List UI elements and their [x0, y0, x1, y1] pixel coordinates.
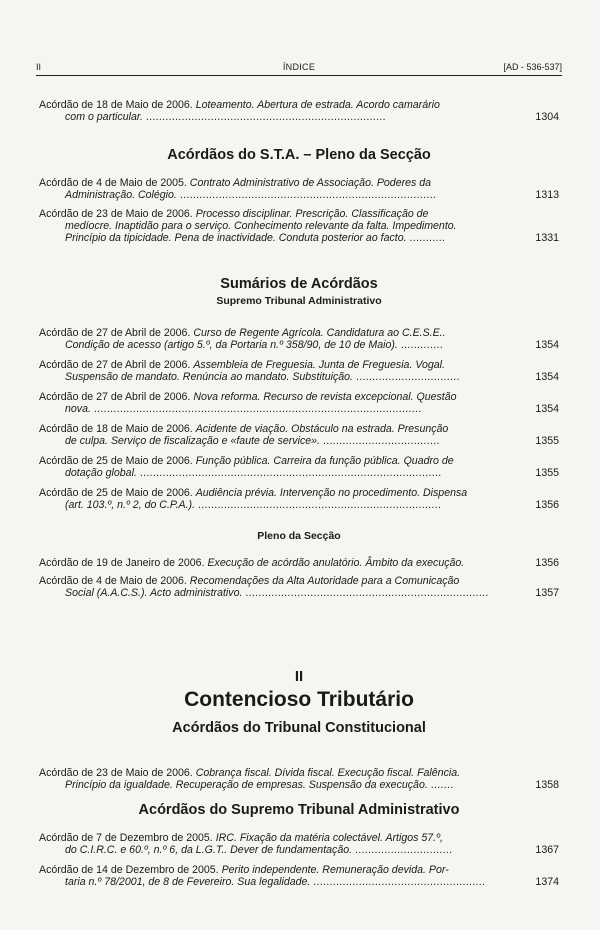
header-volume: II	[36, 62, 42, 72]
index-entry: Acórdão de 18 de Maio de 2006. Acidente de viação. Obstáculo na estrada. Presunção de culpa. Serviço de fiscalização e «faute de service». .................................... 1355	[39, 423, 559, 448]
index-entry: Acórdão de 18 de Maio de 2006. Loteamento. Abertura de estrada. Acordo camarário com o particular. .......................................................................... 1304	[39, 99, 559, 124]
entry-date: Acórdão de 18 de Maio de 2006.	[39, 423, 193, 435]
entry-page: 1354	[535, 403, 559, 416]
part-title: Contencioso Tributário	[184, 688, 414, 711]
entry-subject: Função pública. Carreira da função pública. Quadro de	[195, 455, 454, 467]
entry-subject: Execução de acórdão anulatório. Âmbito da execução.	[207, 557, 465, 569]
entry-page: 1357	[535, 587, 559, 600]
entry-date: Acórdão de 14 de Dezembro de 2005.	[39, 864, 219, 876]
entry-subject: Audiência prévia. Intervenção no procedimento. Dispensa	[195, 487, 468, 499]
entry-date: Acórdão de 4 de Maio de 2006.	[39, 575, 187, 587]
index-entry: Acórdão de 14 de Dezembro de 2005. Perito independente. Remuneração devida. Por- taria n.º 78/2001, de 8 de Fevereiro. Sua legalidade. ..................................................... 1374	[39, 864, 559, 889]
section-heading: Acórdãos do Supremo Tribunal Administrativo	[138, 802, 460, 818]
index-entry: Acórdão de 23 de Maio de 2006. Processo disciplinar. Prescrição. Classificação de medíocre. Inaptidão para o serviço. Conhecimento relevante da falta. Impedimento. Princípio da tipicidade. Pena de inactividade. Conduta posterior ao facto. ........... 1331	[39, 208, 559, 245]
entry-page: 1367	[535, 844, 559, 857]
entry-subject: Curso de Regente Agrícola. Candidatura ao C.E.S.E..	[193, 327, 446, 339]
index-entry: Acórdão de 25 de Maio de 2006. Audiência prévia. Intervenção no procedimento. Dispensa (art. 103.º, n.º 2, do C.P.A.). ........................................................................... 1356	[39, 487, 559, 512]
entry-date: Acórdão de 27 de Abril de 2006.	[39, 391, 191, 403]
entry-subject-cont: Social (A.A.C.S.). Acto administrativo.	[65, 587, 243, 600]
section-heading: Acórdãos do S.T.A. – Pleno da Secção	[167, 147, 431, 163]
entry-subject: IRC. Fixação da matéria colectável. Artigos 57.º,	[215, 832, 443, 844]
entry-subject-cont: (art. 103.º, n.º 2, do C.P.A.).	[65, 499, 196, 512]
entry-date: Acórdão de 7 de Dezembro de 2005.	[39, 832, 213, 844]
index-entry	[39, 557, 559, 569]
entry-subject-cont: Princípio da tipicidade. Pena de inactividade. Conduta posterior ao facto.	[65, 232, 407, 245]
entry-subject: Recomendações da Alta Autoridade para a Comunicação	[189, 575, 460, 587]
entry-page: 1358	[535, 779, 559, 792]
entry-page: 1331	[535, 232, 559, 245]
index-entry: Acórdão de 7 de Dezembro de 2005. IRC. Fixação da matéria colectável. Artigos 57.º, do C.I.R.C. e 60.º, n.º 6, da L.G.T.. Dever de fundamentação. .............................. 1367	[39, 832, 559, 857]
entry-subject: Assembleia de Freguesia. Junta de Freguesia. Vogal.	[193, 359, 445, 371]
entry-subject: Contrato Administrativo de Associação. Poderes da	[189, 177, 432, 189]
entry-subject-cont: Administração. Colégio.	[65, 189, 177, 202]
entry-subject-cont: Condição de acesso (artigo 5.º, da Portaria n.º 358/90, de 10 de Maio).	[65, 339, 398, 352]
page-header	[36, 61, 562, 76]
header-title: ÍNDICE	[282, 62, 316, 72]
entry-page: 1304	[535, 111, 559, 124]
entry-page: 1355	[535, 435, 559, 448]
entry-date: Acórdão de 25 de Maio de 2006.	[39, 487, 193, 499]
entry-subject-cont: do C.I.R.C. e 60.º, n.º 6, da L.G.T.. Dever de fundamentação.	[65, 844, 353, 857]
index-entry: Acórdão de 23 de Maio de 2006. Cobrança fiscal. Dívida fiscal. Execução fiscal. Falência. Princípio da igualdade. Recuperação de empresas. Suspensão da execução. ....... 1358	[39, 767, 559, 792]
entry-date: Acórdão de 18 de Maio de 2006.	[39, 99, 193, 111]
entry-subject-cont: com o particular.	[65, 111, 143, 124]
index-entry: Acórdão de 27 de Abril de 2006. Nova reforma. Recurso de revista excepcional. Questão nova. ..................................................................................................... 1354	[39, 391, 559, 416]
entry-date: Acórdão de 27 de Abril de 2006.	[39, 327, 191, 339]
section-subheading: Pleno da Secção	[257, 530, 341, 542]
entry-subject: Processo disciplinar. Prescrição. Classificação de	[195, 208, 429, 220]
index-entry: Acórdão de 27 de Abril de 2006. Assembleia de Freguesia. Junta de Freguesia. Vogal. Suspensão de mandato. Renúncia ao mandato. Substituição. ................................ 1354	[39, 359, 559, 384]
section-heading: Sumários de Acórdãos	[220, 276, 378, 292]
entry-page: 1354	[535, 371, 559, 384]
entry-page: 1313	[535, 189, 559, 202]
entry-page: 1354	[535, 339, 559, 352]
part-number: II	[294, 668, 304, 685]
entry-subject-cont: de culpa. Serviço de fiscalização e «faute de service».	[65, 435, 320, 448]
entry-date: Acórdão de 19 de Janeiro de 2006.	[39, 557, 205, 569]
index-entry: Acórdão de 4 de Maio de 2005. Contrato Administrativo de Associação. Poderes da Administração. Colégio. ............................................................................... 1313	[39, 177, 559, 202]
index-entry: Acórdão de 27 de Abril de 2006. Curso de Regente Agrícola. Candidatura ao C.E.S.E.. Condição de acesso (artigo 5.º, da Portaria n.º 358/90, de 10 de Maio). ............. 1354	[39, 327, 559, 352]
entry-date: Acórdão de 23 de Maio de 2006.	[39, 767, 193, 779]
section-subheading: Supremo Tribunal Administrativo	[216, 295, 382, 307]
entry-page: 1374	[535, 876, 559, 889]
entry-subject: Perito independente. Remuneração devida. Por-	[221, 864, 449, 876]
entry-subject: Loteamento. Abertura de estrada. Acordo camarário	[195, 99, 440, 111]
index-entry: Acórdão de 25 de Maio de 2006. Função pública. Carreira da função pública. Quadro de dotação global. ............................................................................................. 1355	[39, 455, 559, 480]
entry-date: Acórdão de 23 de Maio de 2006.	[39, 208, 193, 220]
entry-subject-cont: Suspensão de mandato. Renúncia ao mandato. Substituição.	[65, 371, 353, 384]
entry-date: Acórdão de 25 de Maio de 2006.	[39, 455, 193, 467]
entry-subject-cont: Princípio da igualdade. Recuperação de empresas. Suspensão da execução.	[65, 779, 428, 792]
entry-date: Acórdão de 4 de Maio de 2005.	[39, 177, 187, 189]
entry-subject-cont: taria n.º 78/2001, de 8 de Fevereiro. Sua legalidade.	[65, 876, 311, 889]
entry-page: 1356	[535, 557, 559, 569]
section-heading: Acórdãos do Tribunal Constitucional	[172, 720, 426, 736]
entry-subject-cont: dotação global.	[65, 467, 137, 480]
header-reference: [AD - 536-537]	[503, 62, 562, 72]
entry-page: 1355	[535, 467, 559, 480]
entry-subject: Acidente de viação. Obstáculo na estrada. Presunção	[195, 423, 449, 435]
entry-subject: Cobrança fiscal. Dívida fiscal. Execução fiscal. Falência.	[195, 767, 461, 779]
entry-subject-cont: nova.	[65, 403, 91, 416]
entry-subject: Nova reforma. Recurso de revista excepcional. Questão	[193, 391, 457, 403]
entry-date: Acórdão de 27 de Abril de 2006.	[39, 359, 191, 371]
entry-subject-cont: medíocre. Inaptidão para o serviço. Conhecimento relevante da falta. Impedimento.	[65, 220, 457, 233]
entry-page: 1356	[535, 499, 559, 512]
index-entry: Acórdão de 4 de Maio de 2006. Recomendações da Alta Autoridade para a Comunicação Social (A.A.C.S.). Acto administrativo. ........................................................................... 1357	[39, 575, 559, 600]
